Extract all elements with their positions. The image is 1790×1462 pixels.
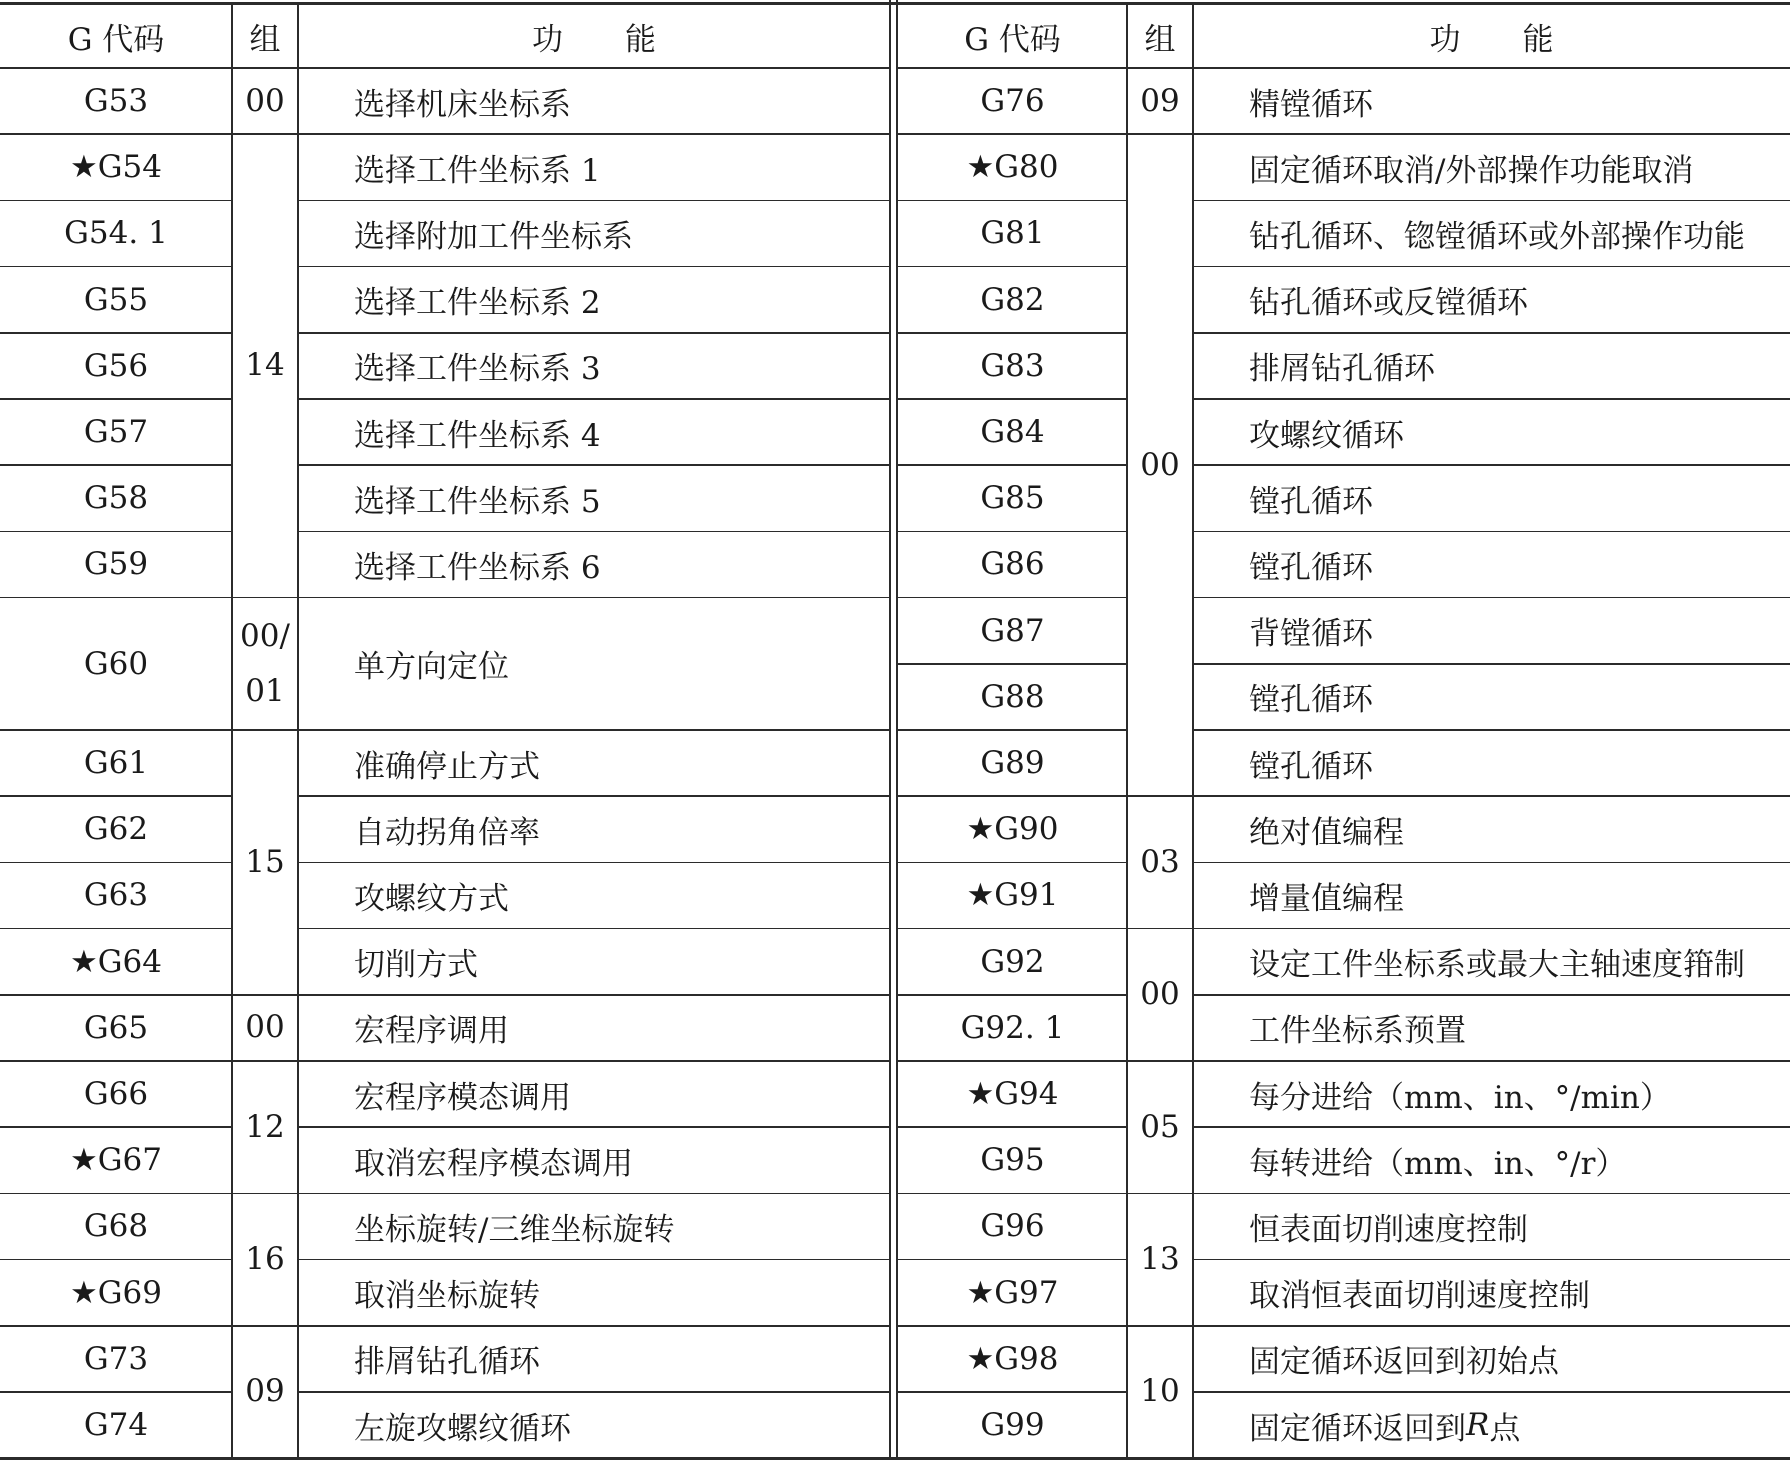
function-cell: 钻孔循环、锪镗循环或外部操作功能 (1249, 218, 1745, 255)
function-cell: 选择工件坐标系 2 (354, 285, 601, 322)
rule-horizontal (898, 729, 1127, 731)
rule-horizontal (0, 597, 232, 599)
rule-horizontal (0, 1391, 232, 1393)
g-code-cell: G92 (980, 943, 1045, 980)
g-code-cell: ★G98 (966, 1340, 1059, 1377)
g-code-cell: ★G64 (69, 943, 162, 980)
rule-horizontal (1193, 597, 1790, 599)
group-cell: 03 (1140, 843, 1180, 880)
rule-horizontal (898, 1391, 1127, 1393)
function-cell: 选择工件坐标系 6 (354, 549, 601, 586)
rule-vertical (1126, 4, 1128, 1458)
rule-horizontal (298, 398, 890, 400)
rule-horizontal (0, 67, 890, 69)
rule-horizontal (1193, 862, 1790, 864)
rule-horizontal (232, 729, 298, 731)
g-code-cell: G87 (980, 612, 1045, 649)
group-cell: 00 (245, 1009, 285, 1046)
g-code-cell: G57 (83, 414, 149, 451)
rule-horizontal (898, 928, 1127, 930)
function-cell: 钻孔循环或反镗循环 (1249, 285, 1528, 322)
function-cell: 增量值编程 (1249, 880, 1404, 917)
rule-horizontal (1193, 200, 1790, 202)
function-cell: 选择机床坐标系 (354, 86, 571, 123)
function-cell: 取消坐标旋转 (354, 1278, 540, 1315)
rule-horizontal (898, 1325, 1127, 1327)
rule-horizontal (298, 928, 890, 930)
function-cell: 背镗循环 (1249, 616, 1373, 653)
group-cell: 12 (245, 1108, 285, 1145)
rule-horizontal (1193, 1193, 1790, 1195)
g-code-cell: G88 (980, 678, 1045, 715)
rule-horizontal (1127, 133, 1193, 135)
rule-horizontal (298, 200, 890, 202)
rule-horizontal (298, 1126, 890, 1128)
rule-horizontal (1193, 133, 1790, 135)
function-cell: 选择工件坐标系 5 (354, 483, 601, 520)
rule-horizontal (0, 2, 1790, 5)
rule-horizontal (1127, 1193, 1193, 1195)
header-group: 组 (1144, 21, 1176, 58)
rule-horizontal (898, 464, 1127, 466)
variable-r: R (1466, 1407, 1490, 1444)
rule-horizontal (298, 597, 890, 599)
rule-horizontal (1127, 928, 1193, 930)
rule-horizontal (898, 663, 1127, 665)
g-code-cell: G84 (980, 414, 1045, 451)
g-code-cell: ★G91 (966, 877, 1059, 914)
function-cell: 每转进给（mm、in、°/r） (1249, 1145, 1627, 1182)
g-code-cell: ★G90 (966, 811, 1059, 848)
rule-horizontal (898, 133, 1127, 135)
rule-horizontal (298, 1391, 890, 1393)
rule-horizontal (1193, 332, 1790, 334)
rule-horizontal (898, 67, 1790, 69)
rule-horizontal (0, 133, 232, 135)
rule-horizontal (1193, 266, 1790, 268)
rule-horizontal (0, 332, 232, 334)
function-cell: 选择工件坐标系 1 (354, 152, 601, 189)
rule-horizontal (898, 266, 1127, 268)
rule-horizontal (298, 1060, 890, 1062)
g-code-cell: G82 (980, 281, 1045, 318)
g-code-cell: ★G54 (69, 149, 162, 186)
rule-horizontal (1127, 795, 1193, 797)
g-code-cell: G63 (83, 877, 149, 914)
g-code-cell: G89 (980, 745, 1045, 782)
function-cell: 左旋攻螺纹循环 (354, 1410, 571, 1447)
g-code-cell: G56 (83, 347, 149, 384)
g-code-cell: G54. 1 (64, 215, 168, 252)
rule-horizontal (298, 1193, 890, 1195)
function-cell: 恒表面切削速度控制 (1249, 1211, 1528, 1248)
rule-horizontal (0, 464, 232, 466)
g-code-cell: G66 (83, 1076, 149, 1113)
rule-horizontal (898, 862, 1127, 864)
rule-horizontal (232, 597, 298, 599)
function-cell: 选择工件坐标系 4 (354, 417, 601, 454)
rule-horizontal (1193, 464, 1790, 466)
function-cell: 每分进给（mm、in、°/min） (1249, 1079, 1671, 1116)
g-code-cell: G92. 1 (960, 1009, 1065, 1046)
g-code-cell: ★G97 (966, 1274, 1059, 1311)
function-cell: 固定循环返回到初始点 (1249, 1344, 1559, 1381)
header-function: 功 能 (532, 21, 656, 58)
function-cell: 工件坐标系预置 (1249, 1013, 1466, 1050)
rule-horizontal (898, 1259, 1127, 1261)
function-cell: 攻螺纹循环 (1249, 417, 1404, 454)
rule-horizontal (0, 1325, 232, 1327)
header-group: 组 (249, 21, 281, 58)
group-cell: 00/ 01 (240, 617, 290, 709)
rule-horizontal (298, 862, 890, 864)
rule-horizontal (232, 1325, 298, 1327)
g-code-cell: ★G94 (966, 1076, 1059, 1113)
function-cell: 单方向定位 (354, 649, 509, 686)
g-code-cell: G74 (83, 1407, 149, 1444)
function-cell: 坐标旋转/三维坐标旋转 (354, 1211, 675, 1248)
rule-horizontal (1193, 795, 1790, 797)
rule-horizontal (1193, 1126, 1790, 1128)
g-code-cell: G81 (980, 215, 1045, 252)
rule-horizontal (298, 133, 890, 135)
rule-horizontal (0, 1457, 1790, 1460)
rule-horizontal (298, 994, 890, 996)
rule-vertical (1192, 4, 1194, 1458)
group-cell: 16 (245, 1241, 285, 1278)
function-cell: 排屑钻孔循环 (1249, 351, 1435, 388)
header-code: G 代码 (964, 21, 1061, 58)
rule-horizontal (298, 531, 890, 533)
function-cell: 选择附加工件坐标系 (354, 218, 633, 255)
g-code-cell: G76 (980, 83, 1045, 120)
rule-horizontal (1193, 994, 1790, 996)
function-cell: 镗孔循环 (1249, 549, 1373, 586)
function-cell: 固定循环取消/外部操作功能取消 (1249, 152, 1694, 189)
rule-horizontal (0, 928, 232, 930)
rule-horizontal (232, 994, 298, 996)
g-code-cell: ★G80 (966, 149, 1059, 186)
rule-horizontal (898, 1126, 1127, 1128)
rule-horizontal (232, 133, 298, 135)
group-cell: 09 (245, 1373, 285, 1410)
group-cell: 10 (1140, 1373, 1180, 1410)
g-code-cell: G95 (980, 1142, 1045, 1179)
rule-horizontal (898, 398, 1127, 400)
rule-vertical (297, 4, 299, 1458)
rule-horizontal (0, 1259, 232, 1261)
rule-horizontal (0, 266, 232, 268)
rule-horizontal (0, 994, 232, 996)
rule-horizontal (1193, 1259, 1790, 1261)
function-cell: 宏程序调用 (354, 1013, 509, 1050)
function-cell: 自动拐角倍率 (354, 814, 540, 851)
rule-horizontal (0, 862, 232, 864)
group-cell: 15 (245, 843, 285, 880)
rule-horizontal (898, 597, 1127, 599)
rule-horizontal (298, 464, 890, 466)
g-code-cell: G53 (83, 83, 149, 120)
g-code-cell: G86 (980, 546, 1045, 583)
function-cell: 准确停止方式 (354, 748, 540, 785)
rule-horizontal (898, 332, 1127, 334)
rule-horizontal (1193, 729, 1790, 731)
rule-horizontal (1127, 1325, 1193, 1327)
rule-horizontal (0, 1060, 232, 1062)
rule-horizontal (298, 266, 890, 268)
function-cell: 镗孔循环 (1249, 682, 1373, 719)
rule-horizontal (0, 531, 232, 533)
g-code-cell: G85 (980, 480, 1045, 517)
header-function: 功 能 (1429, 21, 1554, 58)
function-cell: 镗孔循环 (1249, 748, 1373, 785)
rule-horizontal (298, 1259, 890, 1261)
group-cell: 00 (245, 82, 285, 119)
rule-vertical (889, 0, 891, 1460)
g-code-cell: G61 (83, 745, 149, 782)
g-code-cell: G65 (83, 1009, 149, 1046)
rule-horizontal (298, 1325, 890, 1327)
g-code-cell: G55 (83, 281, 149, 318)
rule-horizontal (0, 1126, 232, 1128)
rule-horizontal (1127, 1060, 1193, 1062)
rule-horizontal (898, 1193, 1127, 1195)
rule-horizontal (232, 1193, 298, 1195)
rule-horizontal (898, 531, 1127, 533)
rule-horizontal (0, 729, 232, 731)
group-cell: 00 (1140, 976, 1180, 1013)
g-code-cell: G83 (980, 347, 1045, 384)
rule-horizontal (0, 200, 232, 202)
rule-horizontal (0, 398, 232, 400)
function-cell: 选择工件坐标系 3 (354, 351, 601, 388)
group-cell: 09 (1140, 82, 1180, 119)
rule-horizontal (298, 795, 890, 797)
g-code-cell: G58 (83, 480, 149, 517)
rule-horizontal (298, 729, 890, 731)
rule-horizontal (1193, 928, 1790, 930)
rule-horizontal (898, 200, 1127, 202)
g-code-cell: G68 (83, 1208, 149, 1245)
rule-vertical (231, 4, 233, 1458)
g-code-cell: G73 (83, 1340, 149, 1377)
group-cell: 00 (1140, 446, 1180, 483)
rule-horizontal (1193, 398, 1790, 400)
function-cell: 设定工件坐标系或最大主轴速度箝制 (1249, 947, 1745, 984)
rule-horizontal (1193, 531, 1790, 533)
rule-horizontal (1193, 1325, 1790, 1327)
g-code-cell: G59 (83, 546, 149, 583)
header-code: G 代码 (67, 21, 165, 58)
rule-horizontal (1193, 1391, 1790, 1393)
function-cell: 排屑钻孔循环 (354, 1344, 540, 1381)
function-cell: 攻螺纹方式 (354, 880, 509, 917)
rule-horizontal (1193, 663, 1790, 665)
g-code-cell: ★G67 (69, 1142, 162, 1179)
g-code-cell: ★G69 (69, 1274, 162, 1311)
rule-horizontal (232, 1060, 298, 1062)
function-cell: 取消宏程序模态调用 (354, 1145, 633, 1182)
group-cell: 14 (245, 347, 285, 384)
rule-vertical (896, 0, 898, 1460)
group-cell: 05 (1140, 1108, 1180, 1145)
function-cell: 切削方式 (354, 947, 478, 984)
g-code-cell: G96 (980, 1208, 1045, 1245)
function-cell: 取消恒表面切削速度控制 (1249, 1278, 1590, 1315)
g-code-cell: G99 (980, 1407, 1045, 1444)
function-cell: 镗孔循环 (1249, 483, 1373, 520)
function-cell: 固定循环返回到 R 点 (1249, 1407, 1521, 1447)
rule-horizontal (898, 994, 1127, 996)
function-cell: 精镗循环 (1249, 86, 1373, 123)
rule-horizontal (1193, 1060, 1790, 1062)
rule-horizontal (898, 1060, 1127, 1062)
function-cell: 绝对值编程 (1249, 814, 1404, 851)
rule-horizontal (898, 795, 1127, 797)
rule-horizontal (0, 795, 232, 797)
g-code-cell: G62 (83, 811, 149, 848)
rule-horizontal (0, 1193, 232, 1195)
rule-horizontal (298, 332, 890, 334)
function-cell: 宏程序模态调用 (354, 1079, 571, 1116)
group-cell: 13 (1140, 1241, 1180, 1278)
g-code-cell: G60 (83, 645, 149, 682)
